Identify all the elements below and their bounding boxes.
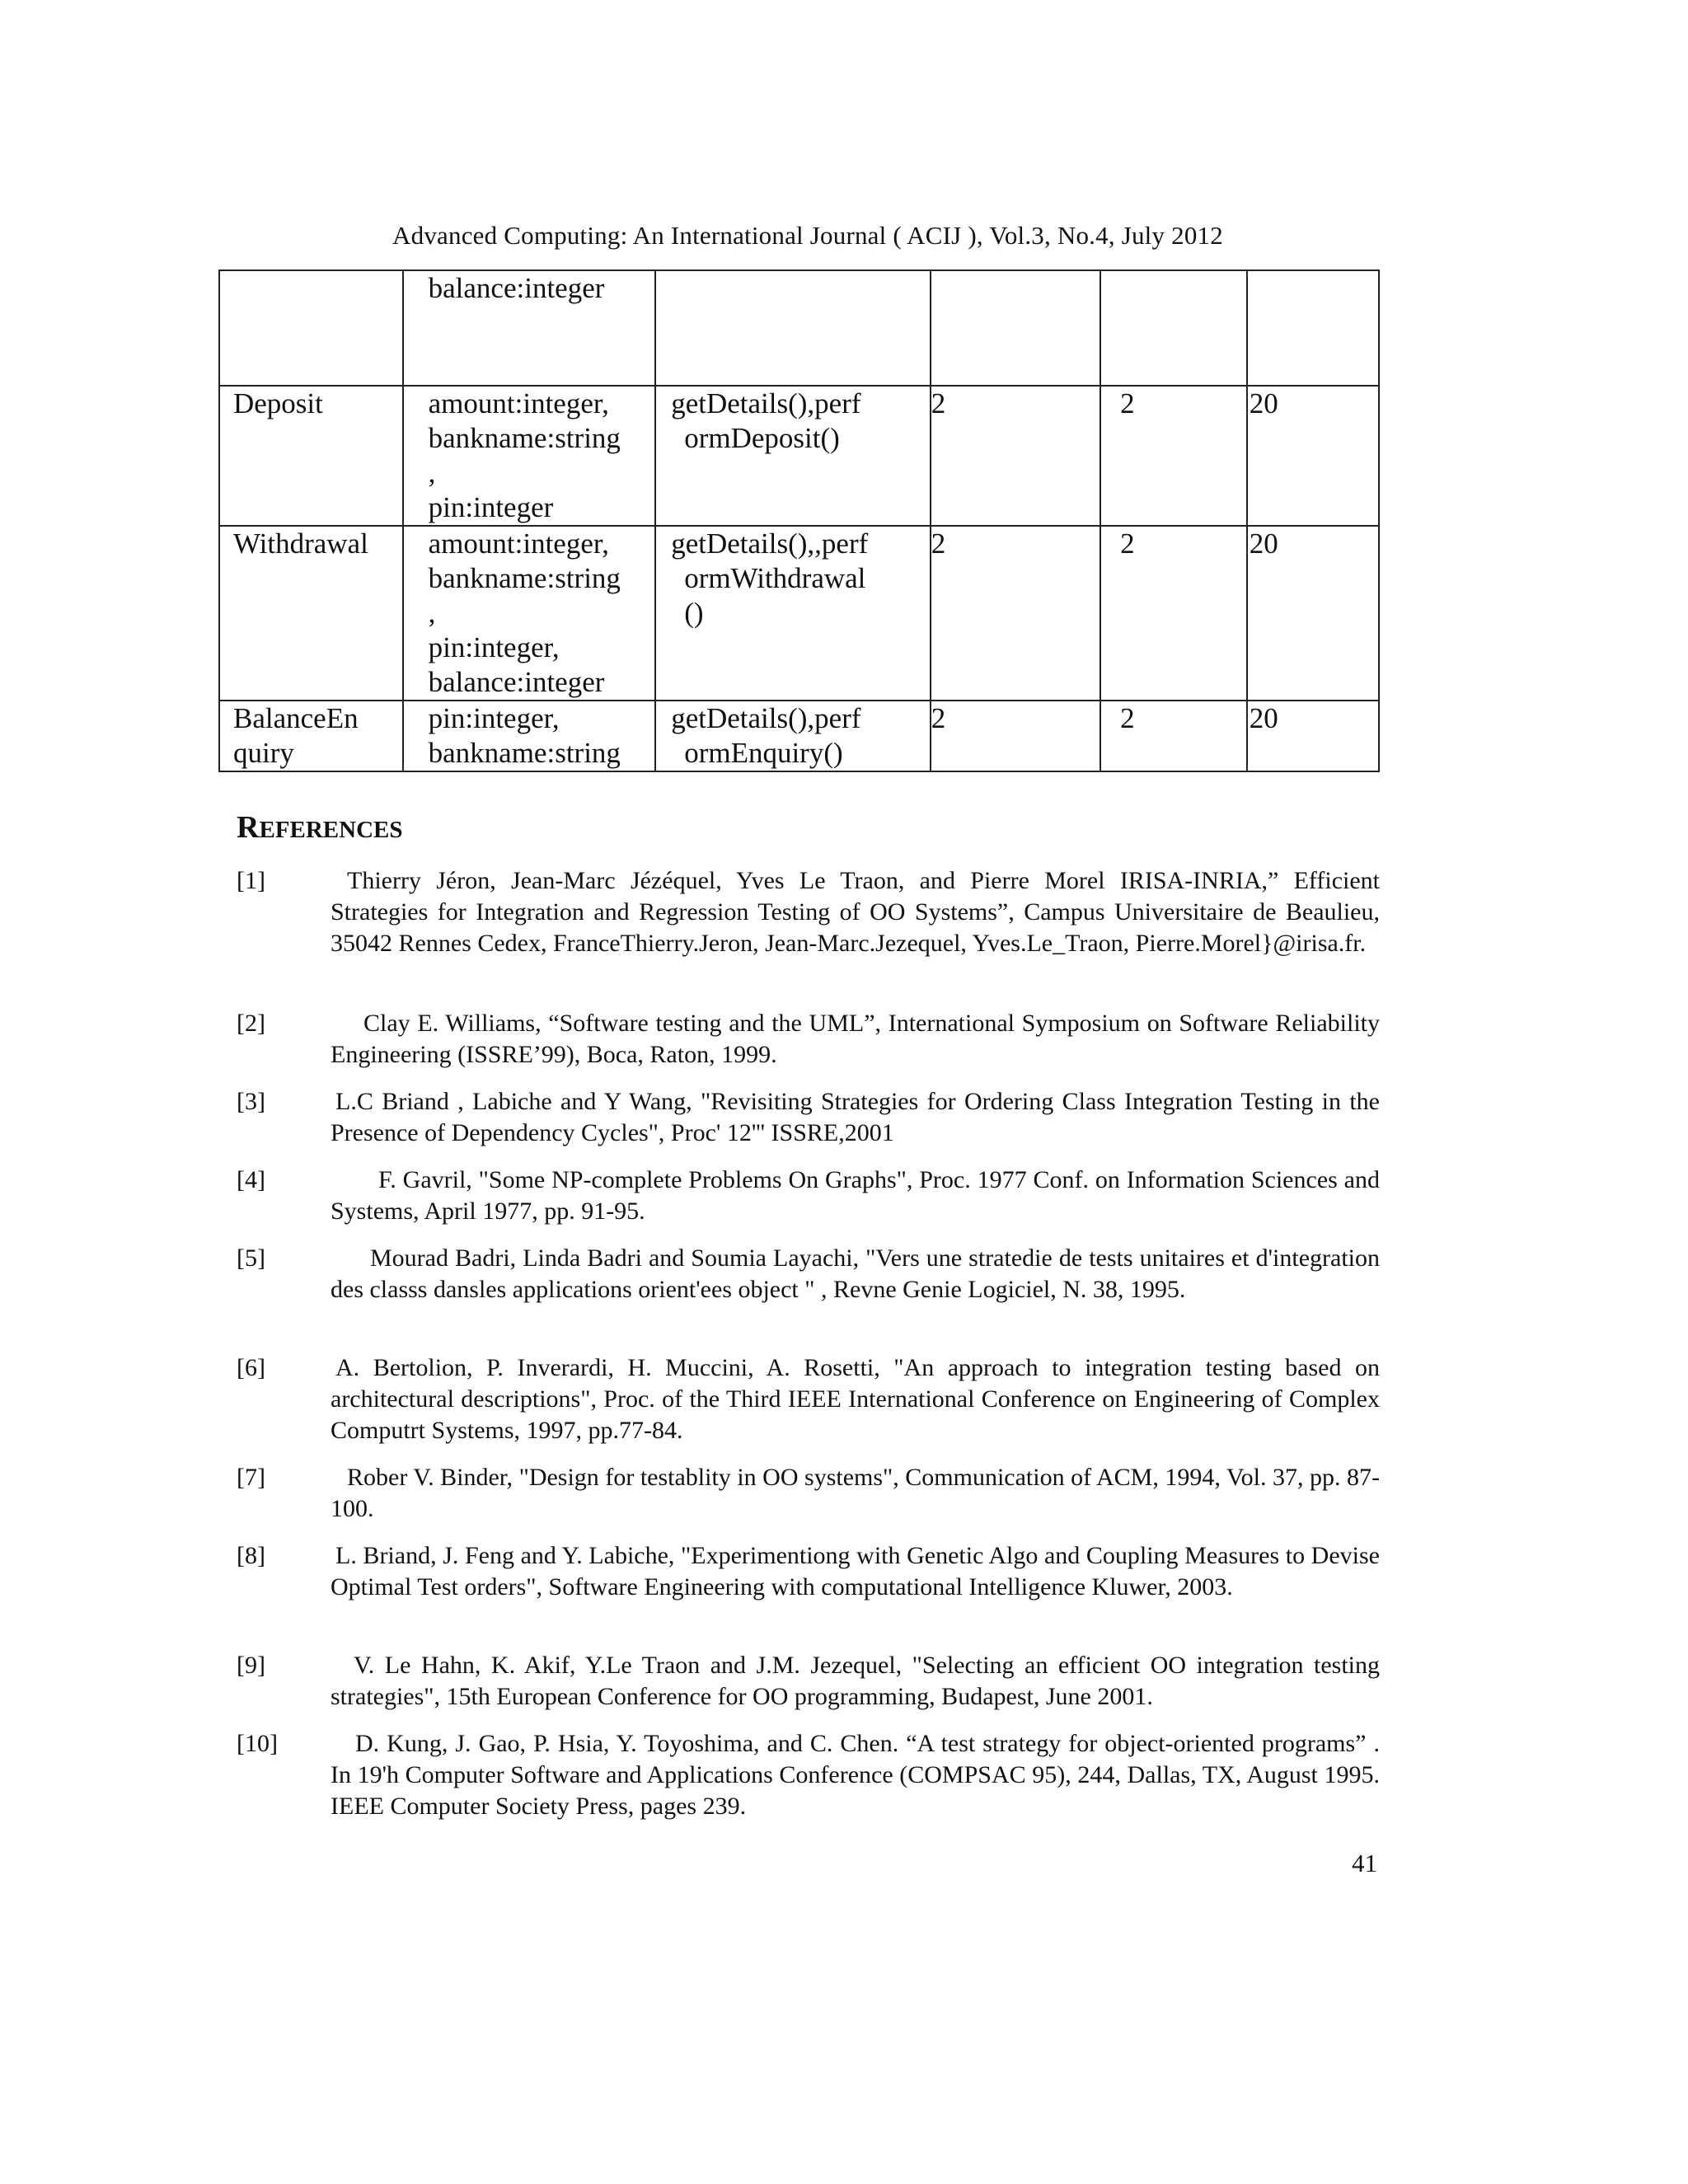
reference-number: [1] bbox=[237, 867, 265, 894]
reference-text: F. Gavril, "Some NP-complete Problems On Graphs", Proc. 1977 Conf. on Information Sciences and Systems, April 1977, pp. 91-95. bbox=[331, 1166, 1380, 1225]
reference-text: A. Bertolion, P. Inverardi, H. Muccini, A. Rosetti, "An approach to integration testing based on architectural descriptions", Proc. of the Third IEEE International Conference on Engineering of Complex Computrt Systems, 1997, pp.77-84. bbox=[331, 1354, 1380, 1444]
reference-text: Thierry Jéron, Jean-Marc Jézéquel, Yves Le Traon, and Pierre Morel IRISA-INRIA,” Efficient Strategies for Integration and Regression Testing of OO Systems”, Campus Universitaire de Beaulieu, 35042 Rennes Cedex, FranceThierry.Jeron, Jean-Marc.Jezequel, Yves.Le_Traon, Pierre.Morel}@irisa.fr. bbox=[331, 867, 1380, 957]
method-line: ormDeposit() bbox=[684, 422, 840, 454]
reference-text: Mourad Badri, Linda Badri and Soumia Layachi, "Vers une stratedie de tests unitaires et d'integration des classs dansles applications orient'ees object " , Revne Genie Logiciel, N. 38, 1995. bbox=[331, 1244, 1380, 1303]
method-line: getDetails(),,perf bbox=[671, 527, 869, 560]
references-heading-rest: EFERENCES bbox=[259, 817, 403, 843]
metric-cell: 2 bbox=[931, 386, 1100, 526]
class-name-cell: BalanceEn quiry bbox=[219, 701, 403, 771]
methods-cell bbox=[655, 386, 931, 526]
reference-item bbox=[237, 1243, 1380, 1305]
reference-text: D. Kung, J. Gao, P. Hsia, Y. Toyoshima, and C. Chen. “A test strategy for object-oriented programs” . In 19'h Computer Software and Applications Conference (COMPSAC 95), 244, Dallas, TX, August 1995. IEEE Computer Society Press, pages 239. bbox=[331, 1730, 1380, 1820]
metric-cell: 20 bbox=[1247, 526, 1379, 701]
reference-number: [5] bbox=[237, 1244, 265, 1272]
attributes-cell bbox=[403, 701, 656, 771]
reference-text: V. Le Hahn, K. Akif, Y.Le Traon and J.M. Jezequel, "Selecting an efficient OO integration testing strategies", 15th European Conference for OO programming, Budapest, June 2001. bbox=[331, 1652, 1380, 1710]
reference-number: [8] bbox=[237, 1542, 265, 1569]
table-row bbox=[219, 701, 1379, 771]
reference-text: L.C Briand , Labiche and Y Wang, "Revisiting Strategies for Ordering Class Integration Testing in the Presence of Dependency Cycles", Proc' 12''' ISSRE,2001 bbox=[331, 1088, 1380, 1146]
class-table bbox=[218, 269, 1380, 772]
reference-number: [7] bbox=[237, 1464, 265, 1491]
method-line: getDetails(),perf bbox=[671, 387, 861, 419]
metric-cell bbox=[931, 270, 1100, 386]
class-name-cell: Deposit bbox=[219, 386, 403, 526]
table-row bbox=[219, 526, 1379, 701]
reference-number: [4] bbox=[237, 1166, 265, 1193]
attribute-line: bankname:string bbox=[428, 422, 621, 454]
running-header: Advanced Computing: An International Journal ( ACIJ ), Vol.3, No.4, July 2012 bbox=[392, 221, 1223, 250]
reference-number: [6] bbox=[237, 1354, 265, 1381]
reference-item bbox=[237, 1086, 1380, 1149]
class-name-cell: Withdrawal bbox=[219, 526, 403, 701]
page-number: 41 bbox=[1352, 1849, 1377, 1877]
metric-cell: 2 bbox=[1100, 701, 1247, 771]
reference-item bbox=[237, 865, 1380, 959]
metric-cell: 20 bbox=[1247, 386, 1379, 526]
method-line: ormEnquiry() bbox=[684, 737, 843, 769]
table-row bbox=[219, 270, 1379, 386]
reference-number: [10] bbox=[237, 1730, 278, 1757]
attribute-line: amount:integer, bbox=[428, 527, 609, 560]
class-name-cell bbox=[219, 270, 403, 386]
reference-item bbox=[237, 1008, 1380, 1071]
attribute-line: pin:integer, bbox=[428, 702, 560, 734]
methods-cell bbox=[655, 701, 931, 771]
attribute-line: amount:integer, bbox=[428, 387, 609, 419]
method-line: () bbox=[684, 597, 704, 629]
attributes-cell bbox=[403, 270, 656, 386]
methods-cell bbox=[655, 526, 931, 701]
reference-item bbox=[237, 1650, 1380, 1713]
reference-item bbox=[237, 1728, 1380, 1822]
reference-item bbox=[237, 1352, 1380, 1446]
metric-cell: 2 bbox=[931, 701, 1100, 771]
metric-cell bbox=[1100, 270, 1247, 386]
attribute-line: balance:integer bbox=[428, 272, 605, 304]
reference-text: L. Briand, J. Feng and Y. Labiche, "Experimentiong with Genetic Algo and Coupling Measures to Devise Optimal Test orders", Software Engineering with computational Intelligence Kluwer, 2003. bbox=[331, 1542, 1380, 1601]
attribute-line: , bbox=[428, 457, 436, 489]
attribute-line: bankname:string bbox=[428, 737, 621, 769]
reference-number: [9] bbox=[237, 1652, 265, 1679]
reference-item bbox=[237, 1165, 1380, 1227]
attributes-cell bbox=[403, 526, 656, 701]
metric-cell: 20 bbox=[1247, 701, 1379, 771]
attribute-line: pin:integer bbox=[428, 491, 554, 523]
attribute-line: , bbox=[428, 597, 436, 629]
table-row bbox=[219, 386, 1379, 526]
attribute-line: pin:integer, bbox=[428, 631, 560, 663]
metric-cell: 2 bbox=[1100, 526, 1247, 701]
reference-item bbox=[237, 1462, 1380, 1525]
attribute-line: bankname:string bbox=[428, 562, 621, 594]
references-heading-initial: R bbox=[237, 810, 260, 845]
metric-cell: 2 bbox=[1100, 386, 1247, 526]
method-line: getDetails(),perf bbox=[671, 702, 861, 734]
attribute-line: balance:integer bbox=[428, 666, 605, 698]
references-heading bbox=[237, 809, 403, 846]
method-line: ormWithdrawal bbox=[684, 562, 866, 594]
reference-text: Rober V. Binder, "Design for testablity in OO systems", Communication of ACM, 1994, Vol. 37, pp. 87-100. bbox=[331, 1464, 1380, 1522]
methods-cell bbox=[655, 270, 931, 386]
attributes-cell bbox=[403, 386, 656, 526]
reference-number: [3] bbox=[237, 1088, 265, 1115]
metric-cell: 2 bbox=[931, 526, 1100, 701]
reference-item bbox=[237, 1540, 1380, 1603]
metric-cell bbox=[1247, 270, 1379, 386]
reference-number: [2] bbox=[237, 1010, 265, 1037]
reference-text: Clay E. Williams, “Software testing and the UML”, International Symposium on Software Reliability Engineering (ISSRE’99), Boca, Raton, 1999. bbox=[331, 1010, 1380, 1068]
